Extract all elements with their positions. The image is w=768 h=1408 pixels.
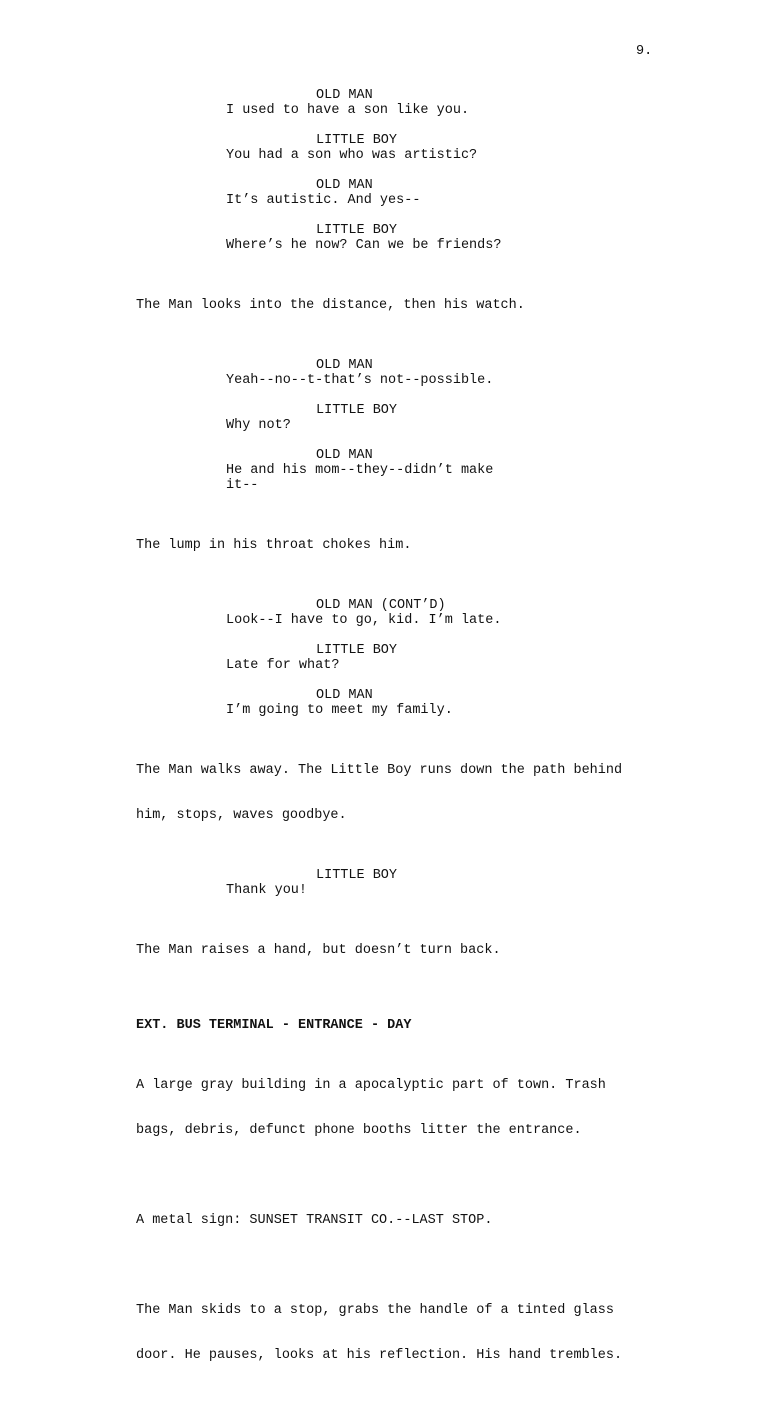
dialogue-block bbox=[136, 178, 696, 208]
character-name: OLD MAN (CONT’D) bbox=[316, 598, 446, 613]
dialogue-line: Late for what? bbox=[226, 658, 340, 673]
dialogue-line: Thank you! bbox=[226, 883, 308, 898]
character-name: LITTLE BOY bbox=[316, 223, 398, 238]
dialogue-block bbox=[136, 403, 696, 433]
action-line: A large gray building in a apocalyptic part of town. Trash bbox=[136, 1078, 606, 1093]
character-name: OLD MAN bbox=[316, 448, 373, 463]
dialogue-line: I’m going to meet my family. bbox=[226, 703, 453, 718]
dialogue-block bbox=[136, 688, 696, 718]
action-block bbox=[136, 1273, 676, 1393]
action-block bbox=[136, 733, 676, 853]
dialogue-block bbox=[136, 643, 696, 673]
action-line: door. He pauses, looks at his reflection. His hand trembles. bbox=[136, 1348, 623, 1363]
action-block bbox=[136, 508, 676, 583]
scene-heading: EXT. BUS TERMINAL - ENTRANCE - DAY bbox=[136, 1018, 412, 1033]
page-number: 9. bbox=[636, 44, 653, 59]
character-name: LITTLE BOY bbox=[316, 133, 398, 148]
character-name: OLD MAN bbox=[316, 358, 373, 373]
character-name: LITTLE BOY bbox=[316, 643, 398, 658]
action-line: The Man raises a hand, but doesn’t turn back. bbox=[136, 943, 501, 958]
character-name: LITTLE BOY bbox=[316, 868, 398, 883]
script-body bbox=[136, 88, 696, 1408]
dialogue-line: I used to have a son like you. bbox=[226, 103, 470, 118]
dialogue-line: He and his mom--they--didn’t make bbox=[226, 463, 494, 478]
dialogue-line: It’s autistic. And yes-- bbox=[226, 193, 421, 208]
dialogue-block bbox=[136, 223, 696, 253]
action-line: A metal sign: SUNSET TRANSIT CO.--LAST STOP. bbox=[136, 1213, 493, 1228]
action-block bbox=[136, 1183, 676, 1258]
action-line: The lump in his throat chokes him. bbox=[136, 538, 412, 553]
dialogue-block bbox=[136, 88, 696, 118]
character-name: OLD MAN bbox=[316, 88, 373, 103]
dialogue-line: You had a son who was artistic? bbox=[226, 148, 478, 163]
dialogue-block bbox=[136, 358, 696, 388]
character-name: LITTLE BOY bbox=[316, 403, 398, 418]
character-name: OLD MAN bbox=[316, 688, 373, 703]
action-block bbox=[136, 913, 676, 988]
action-block bbox=[136, 1048, 676, 1168]
dialogue-block bbox=[136, 598, 696, 628]
dialogue-line: Look--I have to go, kid. I’m late. bbox=[226, 613, 502, 628]
dialogue-block bbox=[136, 868, 696, 898]
action-line: The Man looks into the distance, then his watch. bbox=[136, 298, 525, 313]
dialogue-line: it-- bbox=[226, 478, 259, 493]
dialogue-line: Why not? bbox=[226, 418, 291, 433]
action-line: The Man skids to a stop, grabs the handle of a tinted glass bbox=[136, 1303, 614, 1318]
dialogue-line: Where’s he now? Can we be friends? bbox=[226, 238, 502, 253]
action-line: him, stops, waves goodbye. bbox=[136, 808, 347, 823]
character-name: OLD MAN bbox=[316, 178, 373, 193]
dialogue-block bbox=[136, 133, 696, 163]
action-line: The Man walks away. The Little Boy runs down the path behind bbox=[136, 763, 623, 778]
action-line: bags, debris, defunct phone booths litter the entrance. bbox=[136, 1123, 582, 1138]
dialogue-line: Yeah--no--t-that’s not--possible. bbox=[226, 373, 494, 388]
action-block bbox=[136, 268, 676, 343]
dialogue-block bbox=[136, 448, 696, 493]
